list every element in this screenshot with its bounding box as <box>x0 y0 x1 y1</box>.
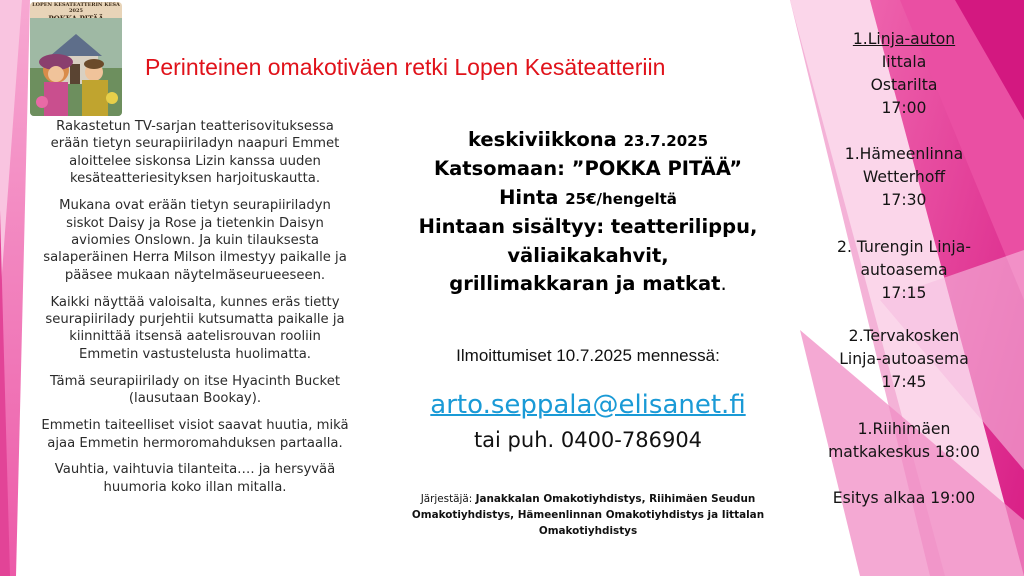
show-start-text: Esitys alkaa 19:00 <box>832 489 976 507</box>
route-tervakoski-time: 17:45 <box>881 373 927 391</box>
registration-phone: tai puh. 0400-786904 <box>473 428 703 452</box>
organizer-info <box>396 491 780 539</box>
event-day: keskiviikkona <box>467 128 617 151</box>
route-tervakoski-title: 2.Tervakosken <box>848 327 960 345</box>
route-hameenlinna-title: 1.Hämeenlinna <box>844 145 964 163</box>
route-turenki-time: 17:15 <box>881 284 927 302</box>
route-turenki-stop: autoasema <box>860 261 948 279</box>
route-iittala-time: 17:00 <box>881 99 927 117</box>
description-paragraph: Rakastetun TV-sarjan teatterisovituksessa erään tietyn seurapiiriladyn naapuri Emmet aloittelee siskonsa Lizin kanssa uuden kesäteatteriesityksen harjoituskautta. <box>50 119 340 187</box>
price-label: Hinta <box>499 185 559 209</box>
event-includes-2: väliaikakahvit, <box>507 243 669 267</box>
event-includes-3 <box>395 270 781 298</box>
poster-illustration <box>30 18 122 116</box>
route-iittala-stop: Ostarilta <box>870 76 938 94</box>
poster-header <box>30 2 122 18</box>
route-iittala-title: 1.Linja-auton <box>852 30 956 48</box>
poster-header-small: LOPEN KESÄTEATTERIN KESÄ 2025 <box>32 2 120 14</box>
description-paragraph: Mukana ovat erään tietyn seurapiiriladyn siskot Daisy ja Rose ja tietenkin Daisyn aviomies Onslown. Ja kuin tilauksesta salaperäinen Herra Milson ilmestyy paikalle ja pääsee mukaan näytelmäseurueeseen. <box>43 198 347 283</box>
event-details <box>395 126 781 298</box>
route-hameenlinna-stop: Wetterhoff <box>862 168 946 186</box>
event-includes-1: Hintaan sisältyy: teatterilippu, <box>418 215 758 239</box>
price-value: 25€/hengeltä <box>565 189 677 208</box>
route-hameenlinna <box>806 143 1002 212</box>
route-tervakoski-stop: Linja-autoasema <box>839 350 969 368</box>
organizer-line-1: Janakkalan Omakotiyhdistys, Riihimäen Seudun <box>475 493 756 505</box>
includes-3-main: grillimakkaran ja matkat <box>449 272 721 296</box>
description-paragraph: Emmetin taiteelliset visiot saavat huutia, mikä ajaa Emmetin hermoromahduksen partaalla. <box>41 418 349 451</box>
event-date-line <box>395 126 781 155</box>
theatre-poster-image <box>30 2 122 116</box>
registration-email-link[interactable]: arto.seppala@elisanet.fi <box>430 390 746 420</box>
includes-3-end: . <box>720 272 727 296</box>
event-show: Katsomaan: ”POKKA PITÄÄ” <box>433 157 743 181</box>
route-riihimaki-stop-time: matkakeskus 18:00 <box>828 443 980 461</box>
show-start-time <box>806 487 1002 510</box>
organizer-line-3: Omakotiyhdistys <box>538 525 638 537</box>
description-paragraph: Kaikki näyttää valoisalta, kunnes eräs tietty seurapiirilady purjehtii kutsumatta paikalle ja kiinnittää itsensä aatelisrouvan rooliin Emmetin vastustelusta huolimatta. <box>45 294 345 362</box>
route-tervakoski <box>806 325 1002 394</box>
event-price-line <box>395 184 781 213</box>
event-date: 23.7.2025 <box>623 132 709 150</box>
route-riihimaki-title: 1.Riihimäen <box>857 420 951 438</box>
description-paragraph: Tämä seurapiirilady on itse Hyacinth Bucket (lausutaan Bookay). <box>50 373 340 407</box>
registration-deadline: Ilmoittumiset 10.7.2025 mennessä: <box>456 346 720 365</box>
route-riihimaki <box>806 418 1002 464</box>
route-turenki <box>806 236 1002 305</box>
route-turenki-title: 2. Turengin Linja- <box>837 238 971 256</box>
play-description <box>40 118 350 506</box>
route-iittala-place: Iittala <box>881 53 927 71</box>
organizer-label: Järjestäjä: <box>420 493 473 505</box>
description-paragraph: Vauhtia, vaihtuvia tilanteita…. ja hersyvää huumoria koko illan mitalla. <box>54 462 336 495</box>
route-hameenlinna-time: 17:30 <box>881 191 927 209</box>
route-iittala <box>806 28 1002 120</box>
organizer-line-2: Omakotiyhdistys, Hämeenlinnan Omakotiyhdistys ja Iittalan <box>411 509 765 521</box>
page-title: Perinteinen omakotiväen retki Lopen Kesäteatteriin <box>145 54 666 80</box>
